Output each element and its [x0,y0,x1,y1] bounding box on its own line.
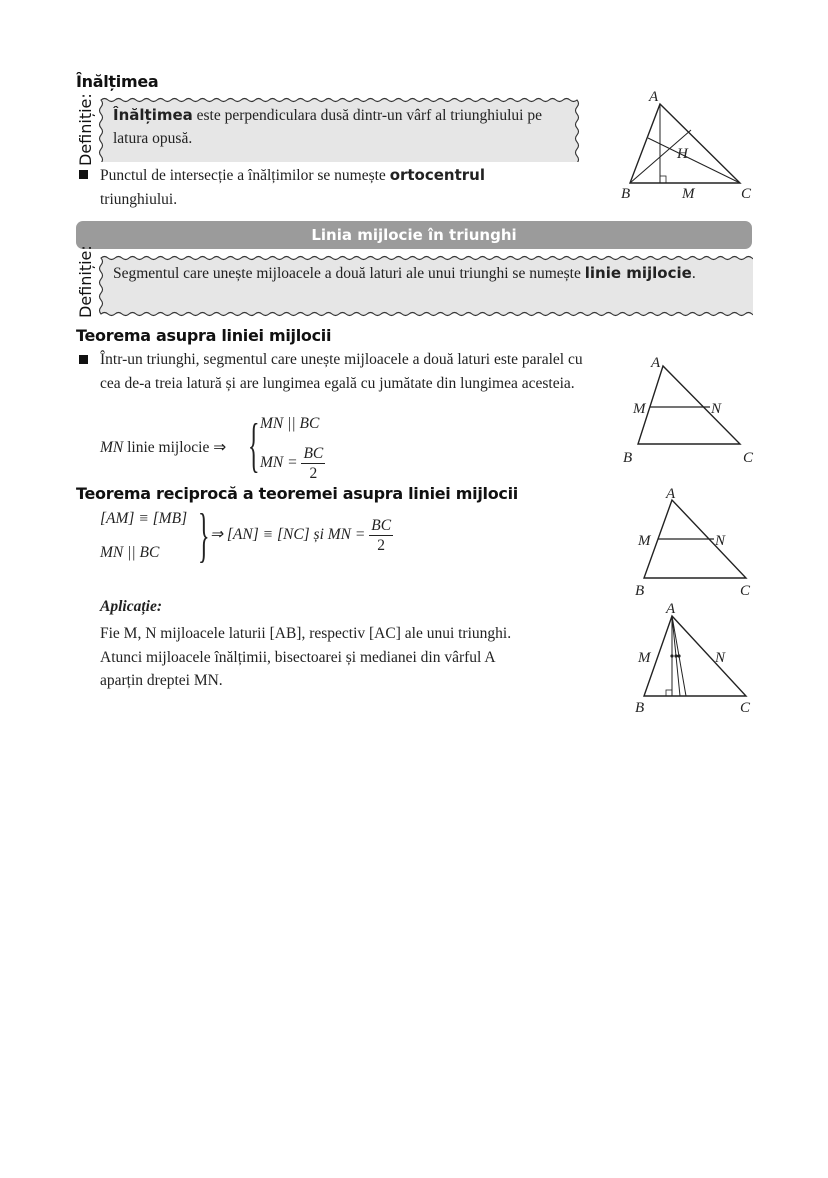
label-M: M [633,401,646,417]
label-B: B [623,450,633,466]
orthocenter-statement: Punctul de intersecție a înălțimilor se numește ortocentrul triunghiului. [100,166,485,208]
label-B: B [635,700,645,716]
label-M: M [638,533,651,549]
definition-box-midline: Segmentul care unește mijloacele a două laturi ale unui triunghi se numește linie mijlocie. [95,254,753,318]
label-N: N [711,401,722,417]
label-A: A [649,89,659,105]
application-title: Aplicație: [100,598,162,615]
label-A: A [651,355,661,371]
midline-formula: MN linie mijlocie ⇒ { MN || BC MN = $\frac{BC}{2}$ [100,412,324,482]
label-C: C [740,583,751,599]
label-A: A [666,601,676,617]
label-C: C [740,700,751,716]
figure-application-triangle [620,598,760,716]
figure-midline-triangle [615,352,760,468]
label-N: N [715,533,726,549]
converse-theorem-heading: Teorema reciprocă a teoremei asupra liniei mijlocii [76,484,518,503]
bullet-icon [79,355,88,364]
brace: } [198,502,210,568]
section-heading-altitude: Înălțimea [76,72,159,91]
figure-converse-triangle [620,484,760,600]
label-M: M [682,186,695,202]
brace: { [248,412,260,478]
label-B: B [621,186,631,202]
label-N: N [715,650,726,666]
label-C: C [741,186,752,202]
theorem-text: Într-un triunghi, segmentul care unește mijloacele a două laturi este paralel cu cea de-a treia latură și are lungimea egală cu jumătate din lungimea acesteia. [100,351,583,392]
section-title-bar: Linia mijlocie în triunghi [76,221,752,249]
figure-orthocenter-triangle [615,86,760,204]
theorem-heading: Teorema asupra liniei mijlocii [76,326,332,345]
label-M: M [638,650,651,666]
label-A: A [666,486,676,502]
label-C: C [743,450,754,466]
term-bold: Înălțimea [113,106,193,124]
converse-formula: [AM] ≡ [MB] MN || BC } ⇒ [AN] ≡ [NC] și MN = $\frac{BC}{2}$ [100,502,392,568]
label-B: B [635,583,645,599]
definition-text: este perpendiculara dusă dintr-un vârf al triunghiului pe latura opusă. [113,107,542,147]
label-H: H [677,146,688,162]
definition-label: Definiție: [76,245,95,318]
definition-label: Definiție: [76,93,95,166]
bullet-icon [79,170,88,179]
definition-box-altitude [95,96,583,162]
application-text: Fie M, N mijloacele laturii [AB], respectiv [AC] ale unui triunghi. Atunci mijloacele înălțimii, bisectoarei și medianei din vârful A aparțin dreptei MN. [100,625,512,689]
